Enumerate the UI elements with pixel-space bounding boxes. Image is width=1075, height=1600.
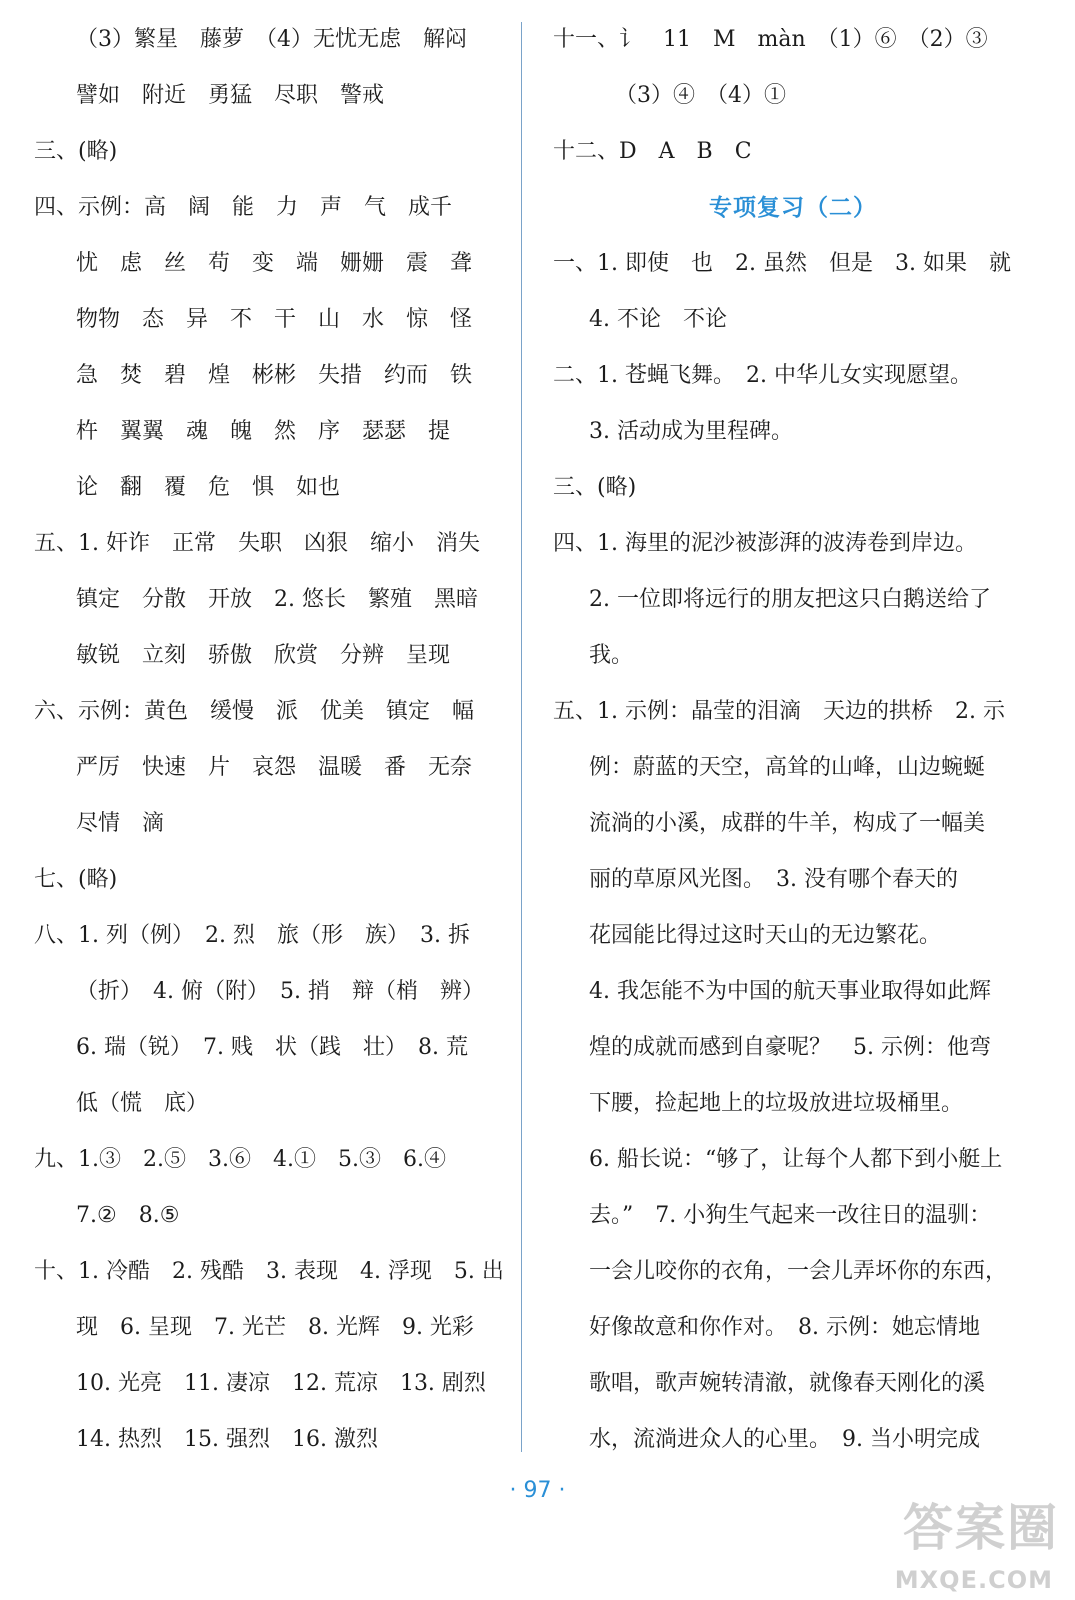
text-line: 三、(略) [553, 475, 637, 500]
watermark-logo [849, 1488, 1059, 1596]
text-line: 4. 不论 不论 [589, 307, 727, 332]
text-line: 6. 瑞（锐） 7. 贱 状（践 壮） 8. 荒 [76, 1035, 468, 1060]
text-line: 急 焚 碧 煌 彬彬 失措 约而 铁 [76, 363, 473, 388]
text-line: 4. 我怎能不为中国的航天事业取得如此辉 [589, 979, 991, 1004]
text-line: 尽情 滴 [76, 811, 165, 836]
text-line: 煌的成就而感到自豪呢？ 5. 示例：他弯 [589, 1035, 991, 1060]
text-line: 四、示例：高 阔 能 力 声 气 成千 [34, 195, 453, 220]
text-line: 2. 一位即将远行的朋友把这只白鹅送给了 [589, 587, 991, 612]
text-line: 歌唱，歌声婉转清澈，就像春天刚化的溪 [589, 1371, 986, 1396]
text-line: 敏锐 立刻 骄傲 欣赏 分辨 呈现 [76, 643, 451, 668]
text-line: （折） 4. 俯（附） 5. 捎 辩（梢 辨） [76, 979, 484, 1004]
text-line: 3. 活动成为里程碑。 [589, 419, 793, 444]
text-line: 忧 虑 丝 苟 变 端 姗姗 震 聋 [76, 251, 473, 276]
text-line: 镇定 分散 开放 2. 悠长 繁殖 黑暗 [76, 587, 478, 612]
text-line: 十一、讠 11 M màn （1）⑥ （2）③ [553, 27, 988, 52]
text-line: 四、1. 海里的泥沙被澎湃的波涛卷到岸边。 [553, 531, 977, 556]
column-divider [521, 22, 522, 1452]
text-line: 低（慌 底） [76, 1091, 209, 1116]
text-line: 九、1.③ 2.⑤ 3.⑥ 4.① 5.③ 6.④ [34, 1147, 446, 1172]
watermark-url: MXQE.COM [894, 1566, 1053, 1594]
text-line: 我。 [589, 643, 634, 668]
text-line: 丽的草原风光图。 3. 没有哪个春天的 [589, 867, 958, 892]
text-line: 流淌的小溪，成群的牛羊，构成了一幅美 [589, 811, 986, 836]
text-line: 一会儿咬你的衣角，一会儿弄坏你的东西， [589, 1259, 1008, 1284]
text-line: 14. 热烈 15. 强烈 16. 激烈 [76, 1427, 378, 1452]
text-line: 五、1. 示例：晶莹的泪滴 天边的拱桥 2. 示 [553, 699, 1005, 724]
text-line: 五、1. 奸诈 正常 失职 凶狠 缩小 消失 [34, 531, 480, 556]
text-line: 八、1. 列（例） 2. 烈 旅（形 族） 3. 拆 [34, 923, 470, 948]
section-title: 专项复习（二） [709, 194, 877, 221]
text-line: 六、示例：黄色 缓慢 派 优美 镇定 幅 [34, 699, 475, 724]
text-line: 水，流淌进众人的心里。 9. 当小明完成 [589, 1427, 980, 1452]
watermark-text: 答案圈 [903, 1499, 1059, 1557]
text-line: 去。” 7. 小狗生气起来一改往日的温驯： [589, 1203, 992, 1228]
text-line: 7.② 8.⑤ [76, 1203, 180, 1228]
text-line: 6. 船长说：“够了，让每个人都下到小艇上 [589, 1147, 1003, 1172]
text-line: 现 6. 呈现 7. 光芒 8. 光辉 9. 光彩 [76, 1315, 474, 1340]
text-line: 花园能比得过这时天山的无边繁花。 [589, 923, 942, 948]
text-line: 10. 光亮 11. 凄凉 12. 荒凉 13. 剧烈 [76, 1371, 486, 1396]
text-line: 七、(略) [34, 867, 118, 892]
left-column [34, 12, 504, 1468]
text-line: 严厉 快速 片 哀怨 温暖 番 无奈 [76, 755, 473, 780]
text-line: 好像故意和你作对。 8. 示例：她忘情地 [589, 1315, 980, 1340]
text-line: 十、1. 冷酷 2. 残酷 3. 表现 4. 浮现 5. 出 [34, 1259, 504, 1284]
text-line: 一、1. 即使 也 2. 虽然 但是 3. 如果 就 [553, 251, 1011, 276]
text-line: （3）④ （4）① [615, 83, 786, 108]
text-line: （3）繁星 藤萝 （4）无忧无虑 解闷 [76, 27, 467, 52]
text-line: 论 翻 覆 危 惧 如也 [76, 475, 341, 500]
page-number: · 97 · [509, 1478, 566, 1503]
text-line: 譬如 附近 勇猛 尽职 警戒 [76, 83, 385, 108]
text-line: 例：蔚蓝的天空，高耸的山峰，山边蜿蜒 [589, 755, 986, 780]
text-line: 十二、D A B C [553, 139, 752, 164]
text-line: 下腰，捡起地上的垃圾放进垃圾桶里。 [589, 1091, 964, 1116]
text-line: 二、1. 苍蝇飞舞。 2. 中华儿女实现愿望。 [553, 363, 972, 388]
text-line: 三、(略) [34, 139, 118, 164]
text-line: 杵 翼翼 魂 魄 然 序 瑟瑟 提 [76, 419, 451, 444]
text-line: 物物 态 异 不 干 山 水 惊 怪 [76, 307, 473, 332]
right-column [553, 12, 1033, 1468]
